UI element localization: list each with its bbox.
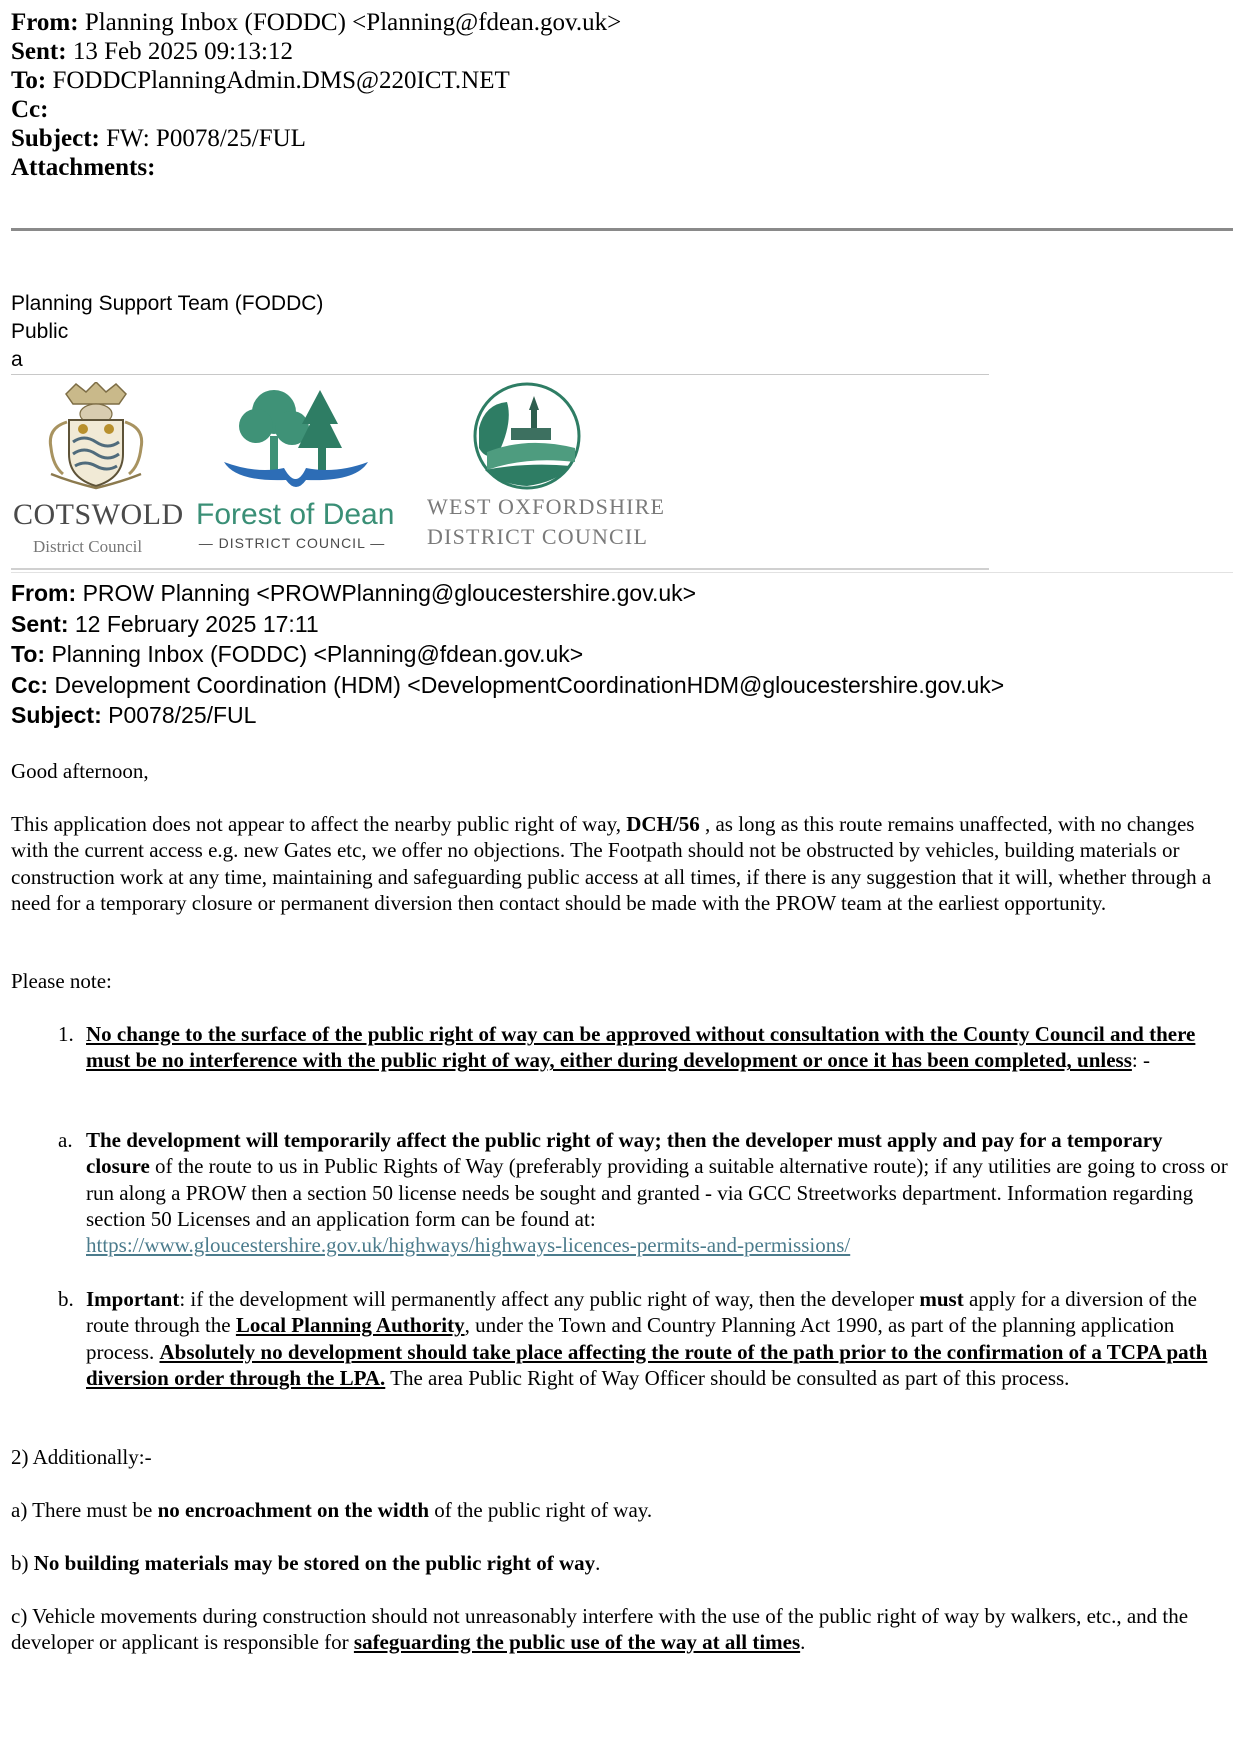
subject-label: Subject: <box>11 125 100 152</box>
attachments-label: Attachments: <box>11 154 156 181</box>
addb-post: . <box>595 1551 601 1575</box>
addc-text: c) Vehicle movements during construction should not unreasonably interfere with the use of the public right of way by walkers, etc., and the developer or applicant is responsible for <box>11 1604 1189 1655</box>
subject-label: Subject: <box>11 702 102 728</box>
must-emphasis: must <box>919 1287 964 1311</box>
from-value: PROW Planning <PROWPlanning@gloucestershire.gov.uk> <box>82 580 697 606</box>
forest-of-dean-trees-icon <box>196 382 396 494</box>
addc-bold: safeguarding the public use of the way at all times <box>353 1630 801 1655</box>
additional-point-b <box>11 1550 600 1576</box>
cc-value: Development Coordination (HDM) <DevelopmentCoordinationHDM@gloucestershire.gov.uk> <box>54 671 1005 698</box>
item1-bold-text: No change to the surface of the public right of way can be approved without consultation with the County Council and there must be no interference with the public right of way, either during development or once it has been completed, unless <box>86 1022 1196 1073</box>
forward-attachments-row <box>11 153 621 182</box>
signature-divider <box>11 374 989 375</box>
signature-extra: a <box>11 348 23 371</box>
adda-bold: no encroachment on the width <box>157 1498 430 1522</box>
item1-tail: : - <box>1131 1048 1150 1073</box>
sent-value: 13 Feb 2025 09:13:12 <box>72 38 293 65</box>
intro-text-b: , as long as this route remains unaffected, with no changes with the current access e.g. new Gates etc, we offer no objections. The Footpath should not be obstructed by vehicles, building materials or construction work at any time, maintaining and safeguarding public access at all times, if there is any suggestion that it will, whether through a need for a temporary closure or permanent diversion then contact should be made with the PROW team at the earliest opportunity. <box>11 812 1212 915</box>
west-oxfordshire-logo <box>427 382 666 562</box>
west-oxfordshire-subtitle: DISTRICT COUNCIL <box>427 524 649 549</box>
from-label: From: <box>11 9 79 36</box>
to-value: Planning Inbox (FODDC) <Planning@fdean.gov.uk> <box>51 641 584 667</box>
sent-label: Sent: <box>11 38 67 65</box>
to-value: FODDCPlanningAdmin.DMS@220ICT.NET <box>52 67 510 94</box>
list-letter: a. <box>58 1128 73 1152</box>
sent-value: 12 February 2025 17:11 <box>74 610 319 637</box>
logos-divider <box>11 568 989 570</box>
from-label: From: <box>11 580 77 606</box>
original-from-row <box>11 578 1004 609</box>
no-development-warning: Absolutely no development should take place affecting the route of the path prior to the confirmation of a TCPA path diversion order through the LPA. <box>86 1339 1208 1390</box>
forest-of-dean-name: Forest of Dean <box>196 498 395 531</box>
forward-to-row <box>11 66 621 95</box>
intro-text-a: This application does not appear to affect the nearby public right of way, <box>11 812 621 836</box>
to-label: To: <box>11 67 47 94</box>
original-sent-row <box>11 609 1004 640</box>
signature-block <box>11 290 323 374</box>
forward-header <box>11 8 621 182</box>
subject-value: P0078/25/FUL <box>108 702 257 728</box>
adda-pre: a) There must be <box>11 1498 153 1522</box>
list-letter: b. <box>58 1287 74 1311</box>
list-number: 1. <box>58 1022 74 1046</box>
licences-permits-link[interactable]: https://www.gloucestershire.gov.uk/highways/highways-licences-permits-and-permissions/ <box>86 1233 851 1258</box>
list-item-text <box>86 1127 1231 1258</box>
addb-pre: b) <box>11 1551 29 1575</box>
prow-reference: DCH/56 <box>626 812 700 836</box>
cotswold-name: COTSWOLD <box>13 498 184 531</box>
intro-paragraph <box>11 811 1233 916</box>
cc-label: Cc: <box>11 96 49 123</box>
header-divider <box>11 228 1233 231</box>
itema-bold-text: The development will temporarily affect the public right of way; then the developer must apply and pay for a temporary closure <box>86 1128 1163 1179</box>
sent-label: Sent: <box>11 610 69 637</box>
itemb-text-2: apply for a diversion of the route through the <box>86 1287 1197 1338</box>
to-label: To: <box>11 641 46 667</box>
cotswold-logo <box>11 382 184 562</box>
itemb-text-4: The area Public Right of Way Officer should be consulted as part of this process. <box>390 1365 1070 1390</box>
original-header <box>11 578 1004 731</box>
itemb-text-1: : if the development will permanently affect any public right of way, then the developer <box>179 1287 915 1311</box>
west-oxfordshire-name: WEST OXFORDSHIRE <box>427 494 666 519</box>
forward-cc-row <box>11 95 621 124</box>
council-logos <box>11 382 991 562</box>
addc-post: . <box>800 1630 806 1655</box>
itemb-text-3: , under the Town and Country Planning Act 1990, as part of the planning application process. <box>86 1313 1175 1364</box>
please-note: Please note: <box>11 969 112 993</box>
forest-of-dean-subtitle: — DISTRICT COUNCIL — <box>198 535 386 551</box>
subject-value: FW: P0078/25/FUL <box>106 125 306 152</box>
team-name: Planning Support Team (FODDC) <box>11 292 324 315</box>
cotswold-subtitle: District Council <box>33 537 143 556</box>
forward-subject-row <box>11 124 621 153</box>
lpa-emphasis: Local Planning Authority <box>235 1313 465 1338</box>
forward-from-row <box>11 8 621 37</box>
logos-divider-secondary <box>11 572 1233 573</box>
forest-of-dean-logo <box>196 382 396 562</box>
classification-label: Public <box>11 320 69 343</box>
original-cc-row <box>11 670 1004 701</box>
west-oxfordshire-landscape-icon <box>427 382 637 494</box>
list-item-text <box>86 1286 1231 1391</box>
list-item-text <box>86 1021 1231 1074</box>
additionally-heading: 2) Additionally:- <box>11 1445 152 1469</box>
addb-bold: No building materials may be stored on the public right of way <box>33 1551 596 1575</box>
from-value: Planning Inbox (FODDC) <Planning@fdean.gov.uk> <box>84 9 622 36</box>
additional-point-c <box>11 1603 1233 1656</box>
greeting: Good afternoon, <box>11 759 149 783</box>
original-subject-row <box>11 700 1004 731</box>
adda-post: of the public right of way. <box>434 1498 653 1522</box>
additional-point-a <box>11 1497 652 1523</box>
forward-sent-row <box>11 37 621 66</box>
cc-label: Cc: <box>11 671 49 698</box>
cotswold-crest-icon <box>11 382 181 494</box>
important-label: Important <box>86 1287 180 1311</box>
original-to-row <box>11 639 1004 670</box>
itema-text: of the route to us in Public Rights of Way (preferably providing a suitable alternative route); if any utilities are going to cross or run along a PROW then a section 50 license needs be sought and granted - via GCC Streetworks department. Information regarding section 50 Licenses and an application form can be found at: <box>86 1154 1228 1231</box>
